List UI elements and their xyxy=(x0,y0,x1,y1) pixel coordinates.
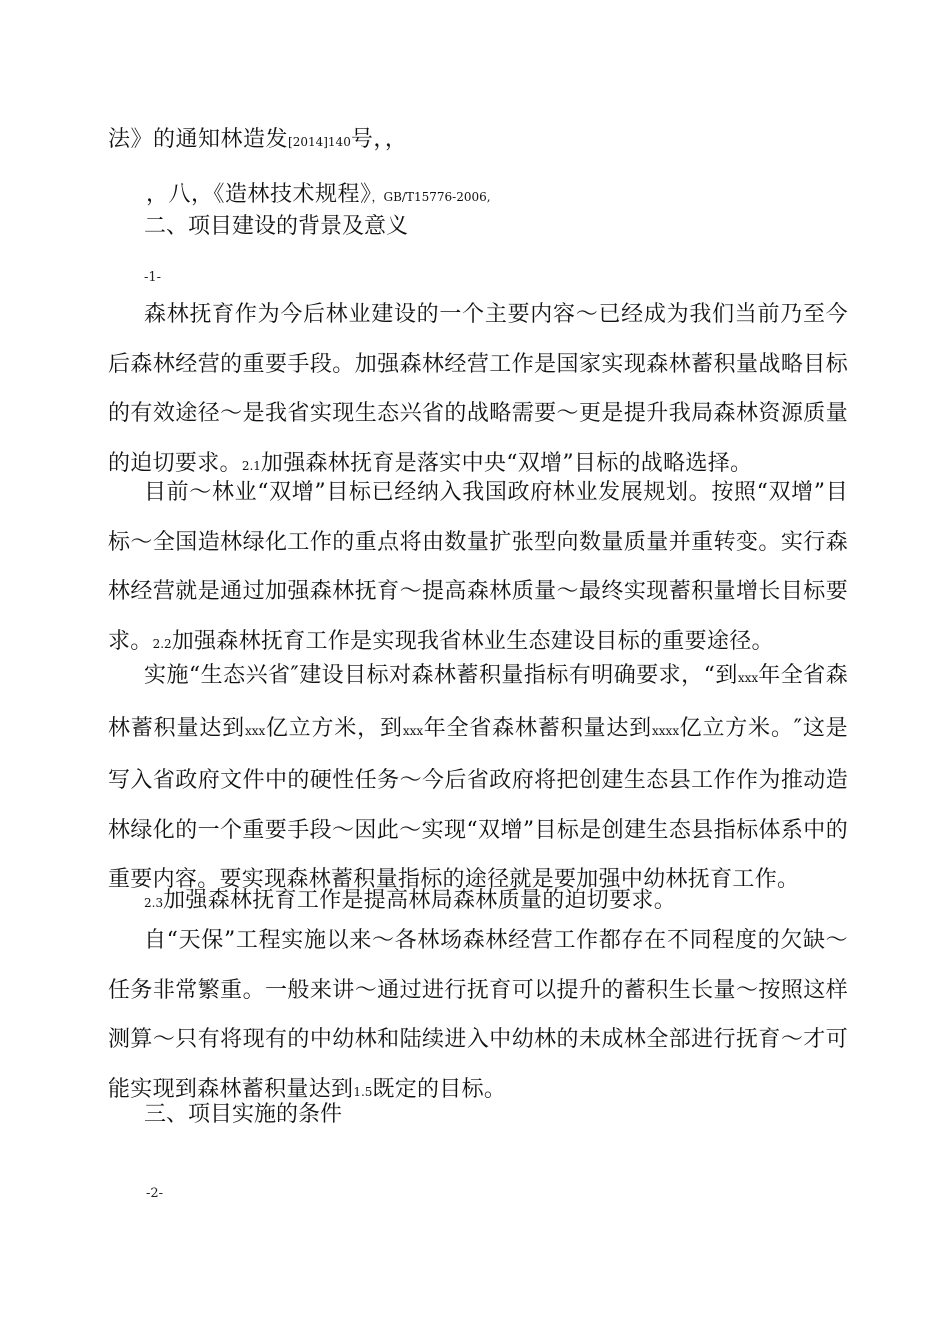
section-heading-two: 二、项目建设的背景及意义 xyxy=(144,214,409,239)
text-span: 年全省森林蓄积量达到 xyxy=(423,715,653,741)
placeholder-year: xxx xyxy=(402,723,424,738)
text-span: 实施“生态兴省″建设目标对森林蓄积量指标有明确要求，“到 xyxy=(144,663,738,688)
text-span: 加强森林抚育工作是实现我省林业生态建设目标的重要途径。 xyxy=(171,628,774,654)
section-number: 2.2 xyxy=(152,636,172,651)
text-span: 自“天保”工程实施以来〜各林场森林经营工作都存在不同程度的欠缺〜任务非常繁重。一般来讲〜通过进行抚育可以提升的蓄积生长量〜按照这样测算〜只有将现有的中幼林和陆续进入中幼林的未成林全部进行抚育〜才可能实现到森林蓄积量达到 xyxy=(108,928,848,1102)
paragraph xyxy=(108,468,848,669)
text-span: 法》的通知林造发 xyxy=(108,127,289,152)
paragraph xyxy=(108,651,848,905)
text-line-notice xyxy=(108,125,407,157)
doc-number: [2014]140 xyxy=(288,135,351,149)
placeholder-value: xxxx xyxy=(652,723,680,738)
text-span: ，八，《造林技术规程》 xyxy=(146,182,372,207)
text-span: 加强森林抚育是落实中央“双增”目标的战略选择。 xyxy=(260,450,753,476)
standard-code: ，GB/T15776-2006, xyxy=(371,190,491,204)
text-span: 目前〜林业“双增”目标已经纳入我国政府林业发展规划。按照“双增”目标〜全国造林绿化工作的重点将由数量扩张型向数量质量并重转变。实行森林经营就是通过加强森林抚育〜提高森林质量〜最终实现蓄积量增长目标要求。 xyxy=(108,480,848,654)
page-number: -2- xyxy=(146,1186,164,1201)
paragraph xyxy=(108,290,848,491)
text-span: 亿立方米，到 xyxy=(265,715,403,741)
placeholder-year: xxx xyxy=(737,671,759,685)
placeholder-value: xxx xyxy=(245,723,266,738)
paragraph xyxy=(108,916,848,1117)
section-number: 2.1 xyxy=(241,458,261,473)
text-span: 既定的目标。 xyxy=(372,1076,507,1102)
page-number: -1- xyxy=(144,270,162,285)
target-value: 1.5 xyxy=(353,1084,373,1099)
text-span: 森林抚育作为今后林业建设的一个主要内容〜已经成为我们当前乃至今后森林经营的重要手段。加强森林经营工作是国家实现森林蓄积量战略目标的有效途径〜是我省实现生态兴省的战略需要〜更是提升我局森林资源质量的迫切要求。 xyxy=(108,302,848,476)
text-span: 亿立方米。″这是写入省政府文件中的硬性任务〜今后省政府将把创建生态县工作作为推动造林绿化的一个重要手段〜因此〜实现“双增”目标是创建生态县指标体系中的重要内容。要实现森林蓄积量指标的途径就是要加强中幼林抚育工作。 xyxy=(108,715,848,892)
text-span: 年全省森林蓄积量达到 xyxy=(108,663,848,741)
text-span: 加强森林抚育工作是提高林局森林质量的迫切要求。 xyxy=(163,888,676,913)
text-span: 号，， xyxy=(350,127,408,152)
text-line-standard xyxy=(146,180,491,212)
section-number: 2.3 xyxy=(144,896,164,910)
section-heading-three: 三、项目实施的条件 xyxy=(144,1102,343,1127)
